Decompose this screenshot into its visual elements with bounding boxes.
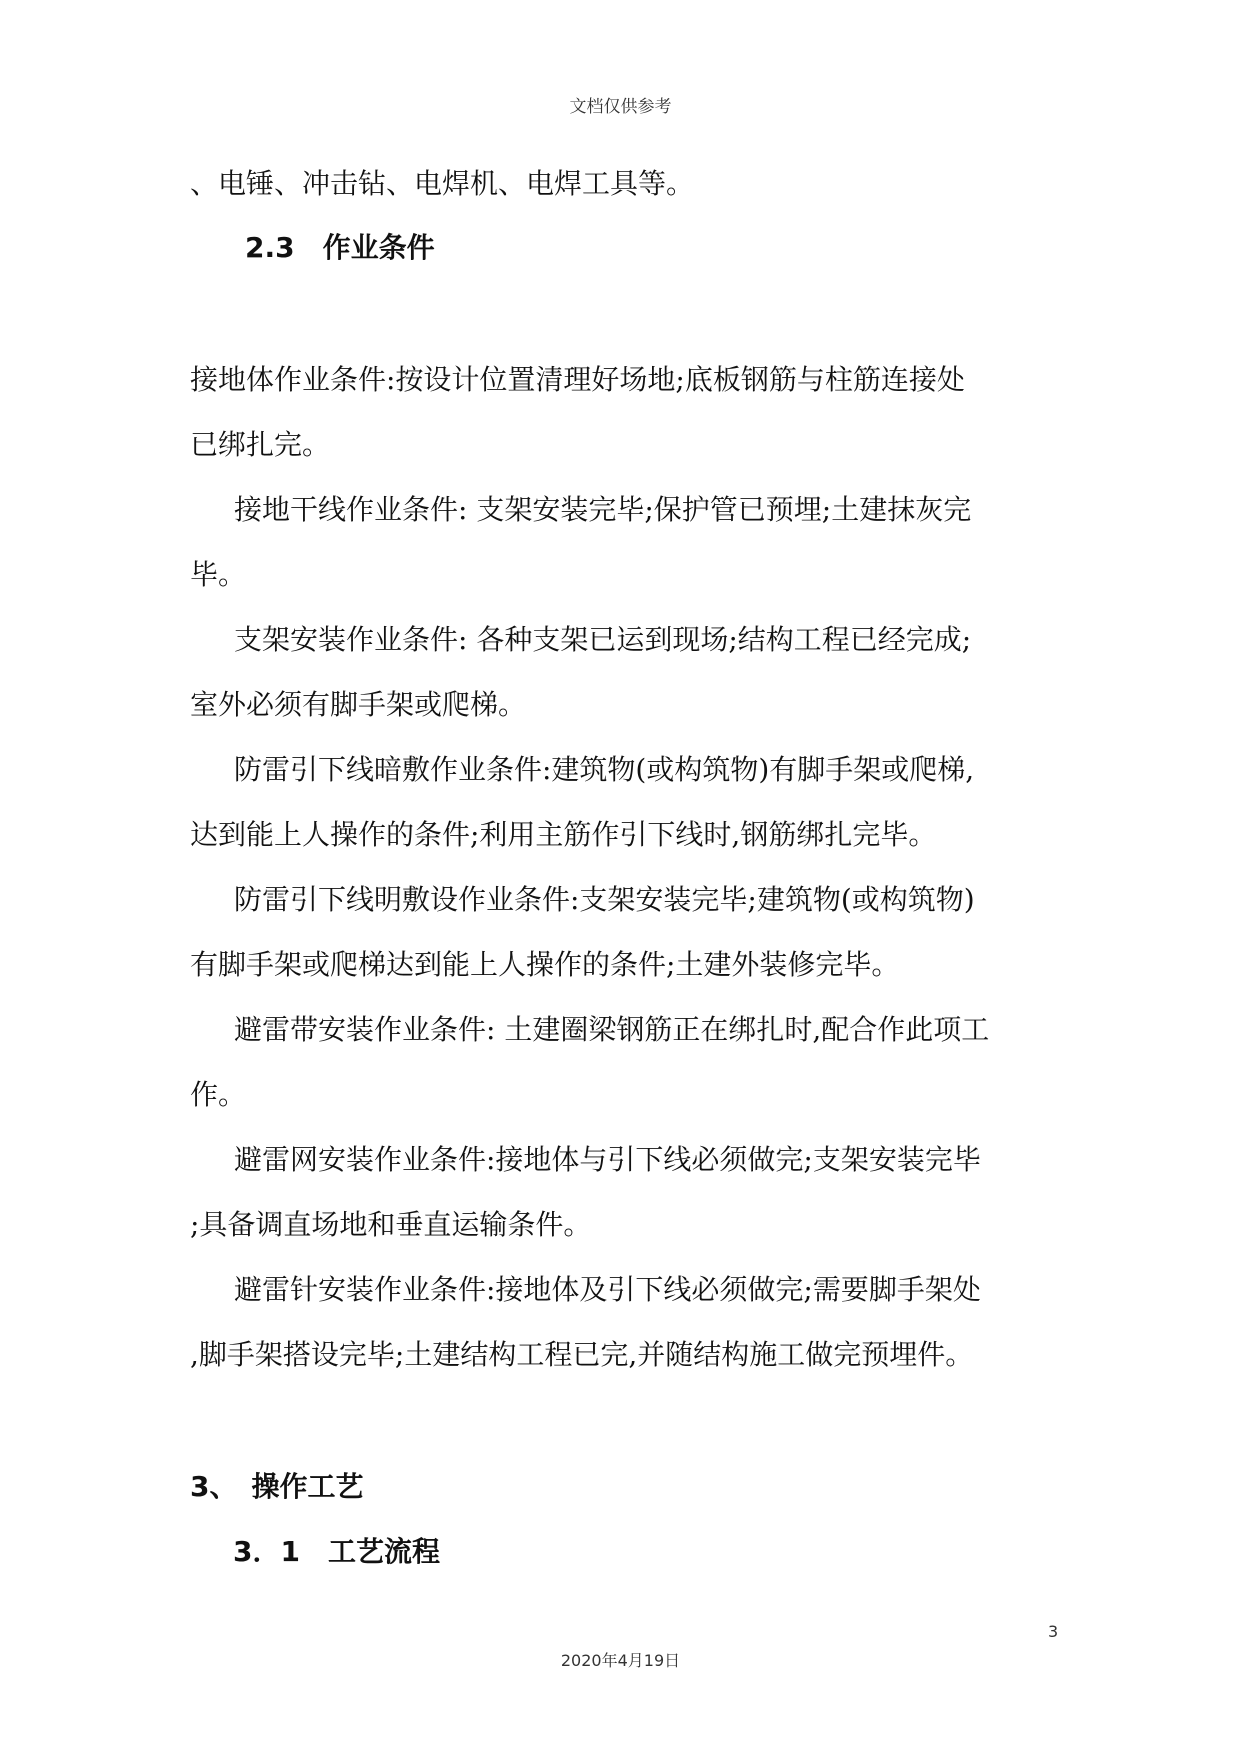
body-line: 作。 [190,1078,247,1111]
body-line: 有脚手架或爬梯达到能上人操作的条件;土建外装修完毕。 [190,948,900,981]
body-line: 接地体作业条件:按设计位置清理好场地;底板钢筋与柱筋连接处 [190,363,965,396]
body-line: ,脚手架搭设完毕;土建结构工程已完,并随结构施工做完预埋件。 [190,1338,974,1371]
page-header: 文档仅供参考 [569,97,672,117]
body-line: 接地干线作业条件: 支架安装完毕;保护管已预埋;土建抹灰完 [234,493,972,526]
footer-date: 2020年4月19日 [560,1651,681,1670]
section-heading-3-1: 3．1 工艺流程 [233,1535,440,1568]
body-line: 毕。 [190,558,247,591]
section-heading-2-3: 2.3 作业条件 [245,231,435,264]
body-line: 避雷带安装作业条件: 土建圈梁钢筋正在绑扎时,配合作此项工 [234,1013,990,1046]
body-line: 防雷引下线暗敷作业条件:建筑物(或构筑物)有脚手架或爬梯, [234,753,975,786]
body-line: 防雷引下线明敷设作业条件:支架安装完毕;建筑物(或构筑物) [234,883,975,916]
body-line: ;具备调直场地和垂直运输条件。 [190,1208,592,1241]
body-line: 室外必须有脚手架或爬梯。 [190,688,527,721]
body-line: 已绑扎完。 [190,428,331,461]
body-line: 避雷网安装作业条件:接地体与引下线必须做完;支架安装完毕 [234,1143,981,1176]
body-line: 支架安装作业条件: 各种支架已运到现场;结构工程已经完成; [234,623,972,656]
body-line: 、电锤、冲击钻、电焊机、电焊工具等。 [190,167,695,200]
body-line: 避雷针安装作业条件:接地体及引下线必须做完;需要脚手架处 [234,1273,981,1306]
page-number: 3 [1048,1622,1059,1641]
body-line: 达到能上人操作的条件;利用主筋作引下线时,钢筋绑扎完毕。 [190,818,937,851]
section-heading-3: 3、 操作工艺 [190,1470,364,1503]
